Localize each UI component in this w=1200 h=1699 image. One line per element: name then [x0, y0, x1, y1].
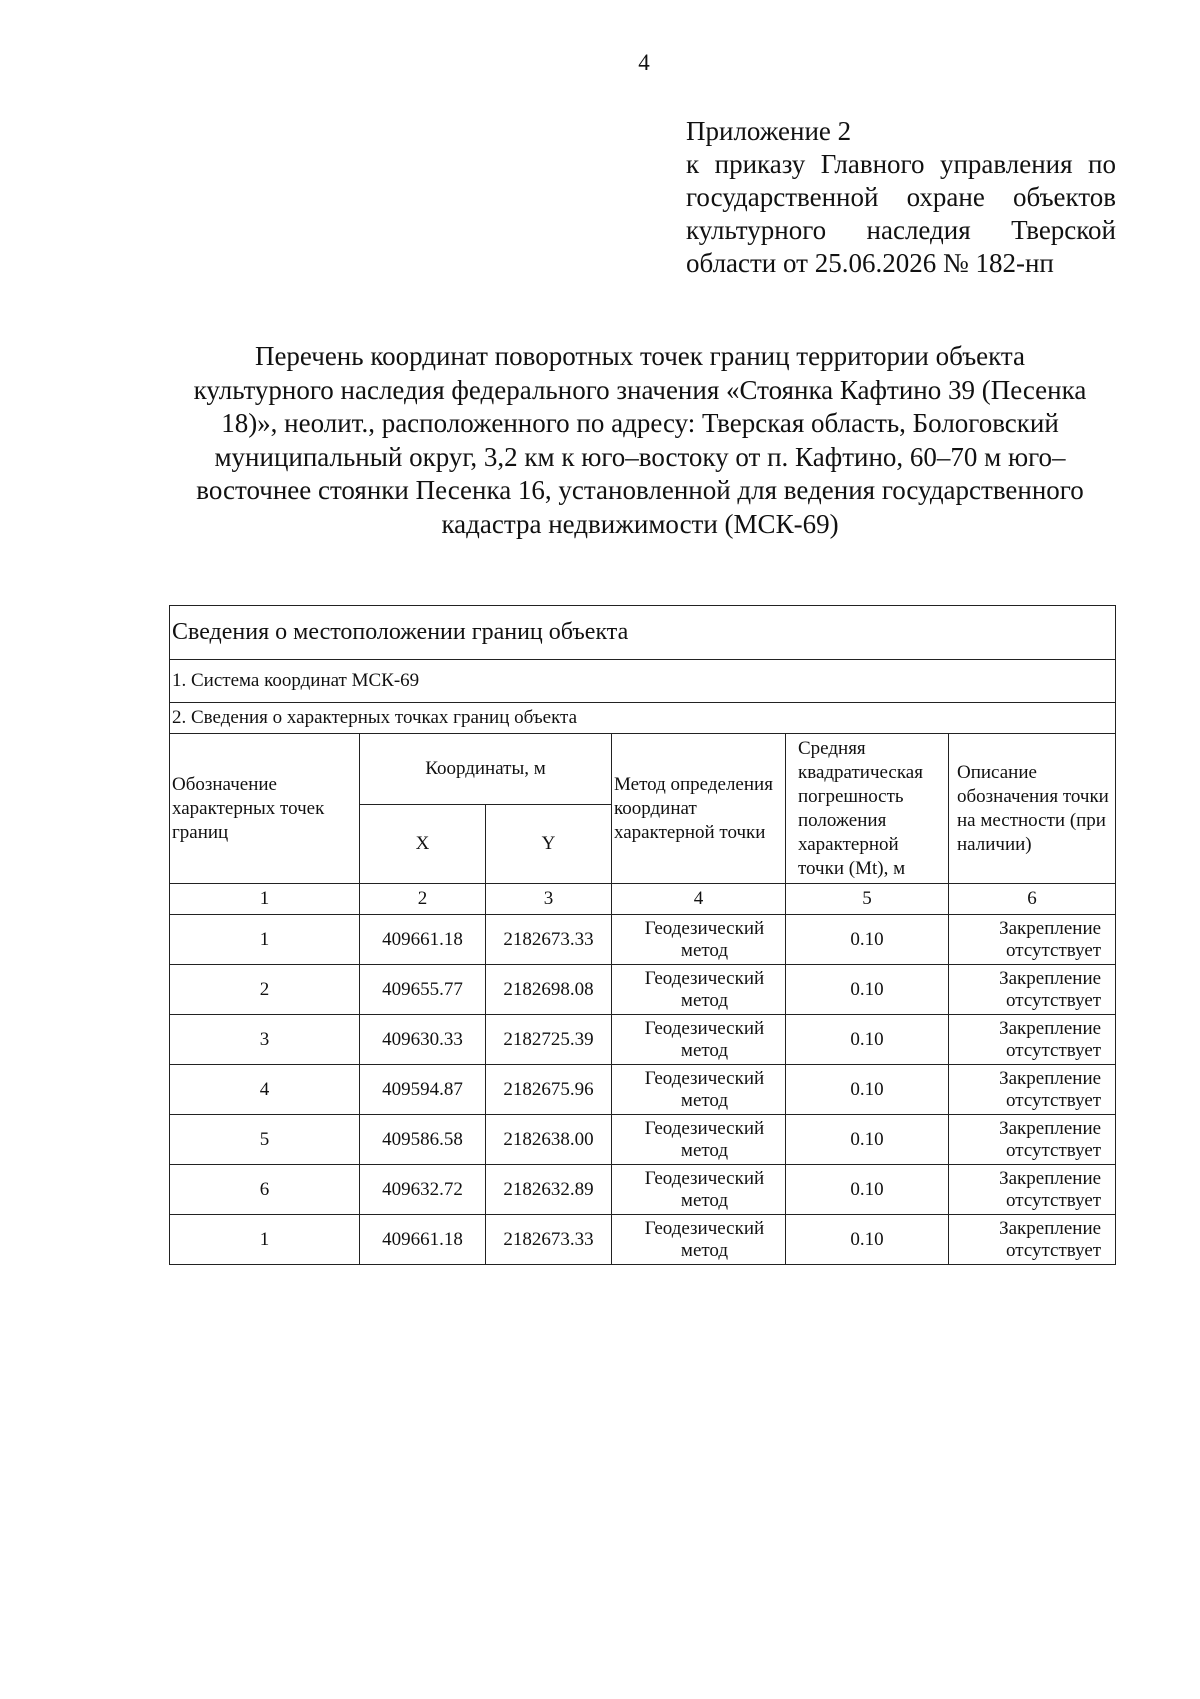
error-cell: 0.10: [786, 1165, 949, 1215]
coord-system-row: 1. Система координат МСК-69: [170, 660, 1116, 703]
description-line: Закрепление: [999, 1167, 1102, 1189]
header-error: Средняя квадратическая погрешность положения характерной точки (Mt), м: [786, 734, 949, 884]
method-cell: [612, 1215, 786, 1265]
y-cell: 2182673.33: [486, 915, 612, 965]
x-cell: 409630.33: [360, 1015, 486, 1065]
index-cell: 5: [786, 884, 949, 915]
point-cell: 6: [170, 1165, 360, 1215]
header-designation: Обозначение характерных точек границ: [170, 734, 360, 884]
points-info-row: 2. Сведения о характерных точках границ объекта: [170, 703, 1116, 734]
description-cell: [949, 1165, 1116, 1215]
method-line: Геодезический: [644, 967, 765, 989]
y-cell: 2182638.00: [486, 1115, 612, 1165]
error-cell: 0.10: [786, 1115, 949, 1165]
method-line: метод: [680, 1239, 729, 1261]
description-cell: [949, 965, 1116, 1015]
method-line: метод: [680, 939, 729, 961]
method-line: Геодезический: [644, 1017, 765, 1039]
description-cell: [949, 1115, 1116, 1165]
table-row: [170, 915, 1116, 965]
index-cell: 6: [949, 884, 1116, 915]
table-row: [170, 965, 1116, 1015]
heading-line: кадастра недвижимости (МСК-69): [441, 508, 839, 539]
document-heading: [160, 340, 1120, 541]
description-cell: [949, 915, 1116, 965]
table-row: [170, 1165, 1116, 1215]
index-cell: 2: [360, 884, 486, 915]
description-line: отсутствует: [1006, 1039, 1102, 1061]
y-cell: 2182673.33: [486, 1215, 612, 1265]
y-cell: 2182632.89: [486, 1165, 612, 1215]
description-line: отсутствует: [1006, 1189, 1102, 1211]
index-cell: 1: [170, 884, 360, 915]
description-cell: [949, 1015, 1116, 1065]
description-line: Закрепление: [999, 1067, 1102, 1089]
y-cell: 2182675.96: [486, 1065, 612, 1115]
error-cell: 0.10: [786, 1015, 949, 1065]
description-line: отсутствует: [1006, 1089, 1102, 1111]
method-line: метод: [680, 989, 729, 1011]
table-row: [170, 1065, 1116, 1115]
header-method: Метод определения координат характерной точки: [612, 734, 786, 884]
method-line: Геодезический: [644, 1117, 765, 1139]
header-y: Y: [486, 805, 612, 884]
description-line: Закрепление: [999, 1117, 1102, 1139]
description-line: Закрепление: [999, 1017, 1102, 1039]
heading-line: муниципальный округ, 3,2 км к юго–востоку от п. Кафтино, 60–70 м юго–: [214, 441, 1066, 472]
y-cell: 2182698.08: [486, 965, 612, 1015]
heading-line: 18)», неолит., расположенного по адресу: Тверская область, Бологовский: [221, 408, 1059, 438]
method-cell: [612, 1165, 786, 1215]
method-line: метод: [680, 1039, 729, 1061]
error-cell: 0.10: [786, 915, 949, 965]
appendix-line: Приложение 2: [686, 116, 852, 146]
table-row: [170, 1115, 1116, 1165]
point-cell: 5: [170, 1115, 360, 1165]
x-cell: 409661.18: [360, 1215, 486, 1265]
index-row: [170, 884, 1116, 915]
appendix-line: государственной охране объектов: [686, 182, 1116, 212]
method-line: метод: [680, 1089, 729, 1111]
method-cell: [612, 915, 786, 965]
description-line: Закрепление: [999, 1217, 1102, 1239]
heading-line: восточнее стоянки Песенка 16, установленной для ведения государственного: [196, 475, 1084, 505]
header-description: Описание обозначения точки на местности (при наличии): [949, 734, 1116, 884]
header-x: X: [360, 805, 486, 884]
appendix-line: к приказу Главного управления по: [686, 149, 1116, 179]
method-line: Геодезический: [644, 1067, 765, 1089]
heading-line: культурного наследия федерального значения «Стоянка Кафтино 39 (Песенка: [193, 374, 1087, 405]
error-cell: 0.10: [786, 1215, 949, 1265]
method-cell: [612, 1015, 786, 1065]
appendix-line: культурного наследия Тверской: [686, 215, 1116, 245]
error-cell: 0.10: [786, 1065, 949, 1115]
appendix-block: [686, 115, 1116, 280]
method-cell: [612, 1065, 786, 1115]
description-line: отсутствует: [1006, 989, 1102, 1011]
point-cell: 1: [170, 1215, 360, 1265]
x-cell: 409594.87: [360, 1065, 486, 1115]
point-cell: 3: [170, 1015, 360, 1065]
coordinates-table: [169, 605, 1116, 1265]
description-line: отсутствует: [1006, 1239, 1102, 1261]
description-line: Закрепление: [999, 917, 1102, 939]
method-line: Геодезический: [644, 1217, 765, 1239]
description-cell: [949, 1215, 1116, 1265]
point-cell: 2: [170, 965, 360, 1015]
appendix-line: области от 25.06.2026 № 182-нп: [686, 248, 1054, 278]
description-line: отсутствует: [1006, 939, 1102, 961]
x-cell: 409655.77: [360, 965, 486, 1015]
table-row: [170, 1015, 1116, 1065]
description-line: отсутствует: [1006, 1139, 1102, 1161]
method-cell: [612, 965, 786, 1015]
table-title: Сведения о местоположении границ объекта: [170, 606, 1116, 660]
heading-line: Перечень координат поворотных точек границ территории объекта: [254, 341, 1026, 371]
page-number: 4: [638, 50, 650, 75]
method-line: метод: [680, 1139, 729, 1161]
index-cell: 4: [612, 884, 786, 915]
y-cell: 2182725.39: [486, 1015, 612, 1065]
point-cell: 1: [170, 915, 360, 965]
x-cell: 409586.58: [360, 1115, 486, 1165]
index-cell: 3: [486, 884, 612, 915]
x-cell: 409661.18: [360, 915, 486, 965]
method-line: метод: [680, 1189, 729, 1211]
table-row: [170, 1215, 1116, 1265]
description-cell: [949, 1065, 1116, 1115]
x-cell: 409632.72: [360, 1165, 486, 1215]
method-cell: [612, 1115, 786, 1165]
description-line: Закрепление: [999, 967, 1102, 989]
method-line: Геодезический: [644, 1167, 765, 1189]
method-line: Геодезический: [644, 917, 765, 939]
error-cell: 0.10: [786, 965, 949, 1015]
point-cell: 4: [170, 1065, 360, 1115]
header-coordinates: Координаты, м: [360, 734, 612, 805]
